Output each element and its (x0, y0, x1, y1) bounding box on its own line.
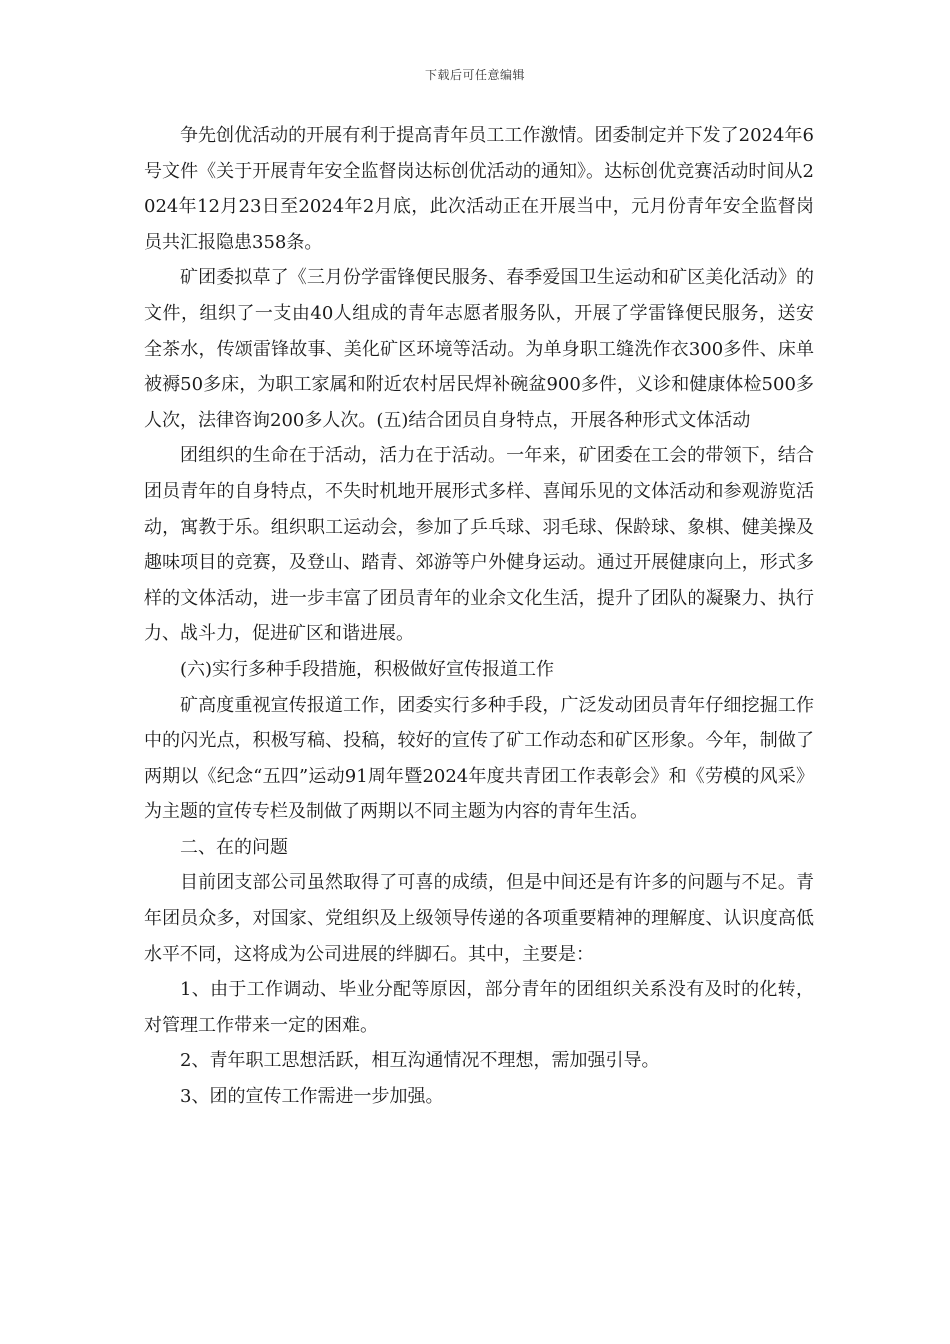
paragraph-volunteer-service: 矿团委拟草了《三月份学雷锋便民服务、春季爱国卫生运动和矿区美化活动》的文件，组织了一支由40人组成的青年志愿者服务队，开展了学雷锋便民服务，送安全茶水，传颂雷锋故事、美化矿区环境等活动。为单身职工缝洗作衣300多件、床单被褥50多床，为职工家属和附近农村居民焊补碗盆900多件，义诊和健康体检500多人次，法律咨询200多人次。(五)结合团员自身特点，开展各种形式文体活动 (144, 267, 814, 431)
problem-item-1: 1、由于工作调动、毕业分配等原因，部分青年的团组织关系没有及时的化转，对管理工作带来一定的困难。 (144, 979, 814, 1036)
paragraph-cultural-activities: 团组织的生命在于活动，活力在于活动。一年来，矿团委在工会的带领下，结合团员青年的自身特点，不失时机地开展形式多样、喜闻乐见的文体活动和参观游览活动，寓教于乐。组织职工运动会，参加了乒乓球、羽毛球、保龄球、象棋、健美操及趣味项目的竞赛，及登山、踏青、郊游等户外健身运动。通过开展健康向上，形式多样的文体活动，进一步丰富了团员青年的业余文化生活，提升了团队的凝聚力、执行力、战斗力，促进矿区和谐进展。 (144, 445, 814, 645)
document-body (144, 118, 814, 1115)
problem-item-3: 3、团的宣传工作需进一步加强。 (180, 1086, 444, 1108)
paragraph-publicity-work: 矿高度重视宣传报道工作，团委实行多种手段，广泛发动团员青年仔细挖掘工作中的闪光点，积极写稿、投稿，较好的宣传了矿工作动态和矿区形象。今年，制做了两期以《纪念“五四”运动91周年暨2024年度共青团工作表彰会》和《劳模的风采》为主题的宣传专栏及制做了两期以不同主题为内容的青年生活。 (144, 694, 814, 823)
section-heading-problems: 二、在的问题 (180, 836, 288, 858)
paragraph-activity-competition: 争先创优活动的开展有利于提高青年员工工作激情。团委制定并下发了2024年6号文件《关于开展青年安全监督岗达标创优活动的通知》。达标创优竞赛活动时间从2024年12月23日至2024年2月底，此次活动正在开展当中，元月份青年安全监督岗员共汇报隐患358条。 (144, 125, 814, 253)
paragraph-problems-overview: 目前团支部公司虽然取得了可喜的成绩，但是中间还是有许多的问题与不足。青年团员众多，对国家、党组织及上级领导传递的各项重要精神的理解度、认识度高低水平不同，这将成为公司进展的绊脚石。其中，主要是： (144, 872, 814, 965)
header-note: 下载后可任意编辑 (424, 68, 525, 82)
section-heading-publicity: (六)实行多种手段措施，积极做好宣传报道工作 (180, 658, 555, 680)
problem-item-2: 2、青年职工思想活跃，相互沟通情况不理想，需加强引导。 (180, 1050, 660, 1072)
